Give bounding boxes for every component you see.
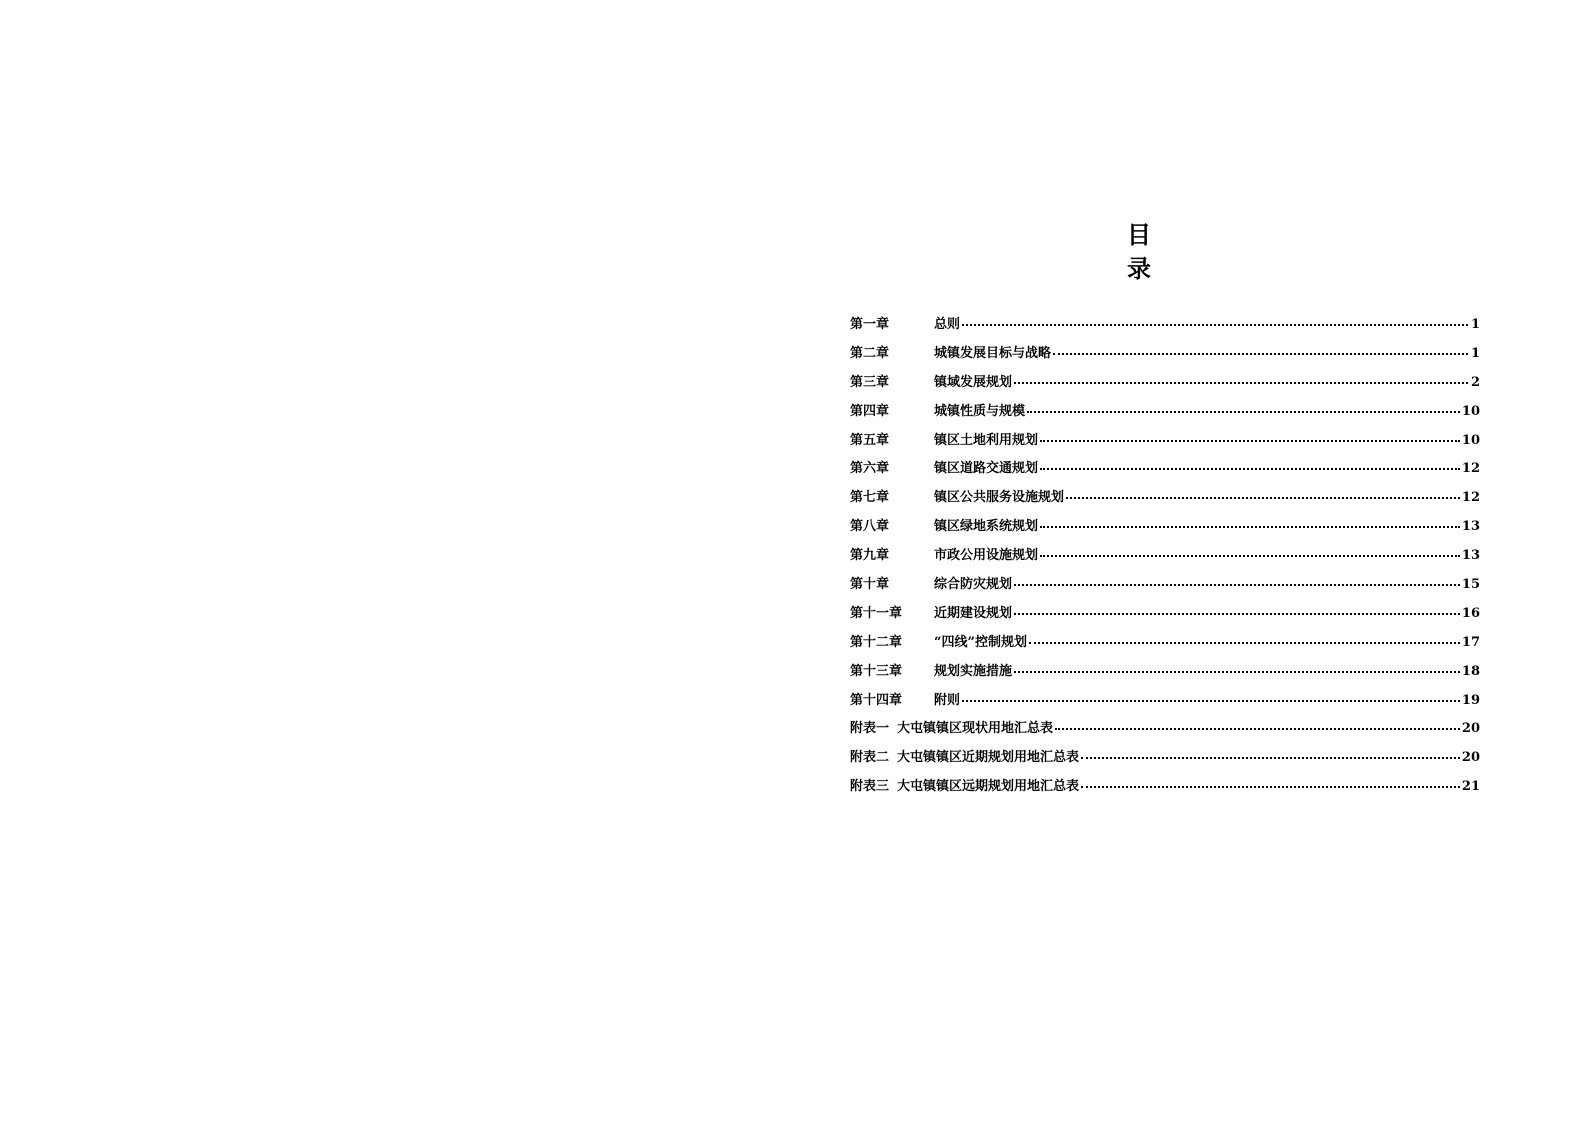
toc-entry-label: 第八章 xyxy=(850,519,890,535)
toc-entry-title: “四线”控制规划 xyxy=(934,634,1027,650)
toc-leader-dots xyxy=(1081,747,1460,759)
toc-entry-label: 第十二章 xyxy=(850,634,903,650)
toc-entry-page: 15 xyxy=(1461,577,1480,593)
toc-entry-label: 第五章 xyxy=(850,432,890,448)
toc-entry-label: 第十四章 xyxy=(850,692,903,708)
toc-entry[interactable] xyxy=(850,457,1480,486)
toc-entry-page: 1 xyxy=(1470,317,1480,332)
toc-entry-label: 第三章 xyxy=(850,374,890,390)
toc-entry-title: 城镇性质与规模 xyxy=(934,403,1026,419)
toc-entry-title: 规划实施措施 xyxy=(934,663,1013,679)
toc-entry-label: 第一章 xyxy=(850,317,890,332)
toc-leader-dots xyxy=(962,690,1460,702)
toc-entry-label: 附表三 xyxy=(850,779,890,795)
page-title: 目 录 xyxy=(1127,221,1219,283)
toc-entry-label: 第十三章 xyxy=(850,663,903,679)
toc-entry-page: 16 xyxy=(1461,605,1480,621)
toc-entry-page: 20 xyxy=(1461,721,1480,737)
toc-entry[interactable] xyxy=(850,660,1480,689)
toc-entry[interactable] xyxy=(850,631,1480,660)
toc-entry-annex[interactable] xyxy=(850,717,1480,746)
toc-entry-page: 18 xyxy=(1461,663,1480,679)
toc-leader-dots xyxy=(1053,343,1468,355)
toc-entry[interactable] xyxy=(850,400,1480,429)
toc-entry-title: 市政公用设施规划 xyxy=(934,548,1039,564)
toc-entry-title: 综合防灾规划 xyxy=(934,577,1013,593)
toc-entry-page: 12 xyxy=(1461,490,1480,506)
toc-entry-title: 大屯镇镇区远期规划用地汇总表 xyxy=(897,779,1080,795)
toc-entry-label: 第十章 xyxy=(850,577,890,593)
toc-entry-title: 近期建设规划 xyxy=(934,605,1013,621)
toc-entry[interactable] xyxy=(850,573,1480,602)
toc-entry[interactable] xyxy=(850,544,1480,573)
toc-entry[interactable] xyxy=(850,313,1480,342)
toc-leader-dots xyxy=(1040,516,1460,528)
toc-leader-dots xyxy=(1081,776,1460,788)
toc-entry-page: 19 xyxy=(1461,692,1480,708)
toc-entry[interactable] xyxy=(850,602,1480,631)
toc-entry-label: 附表二 xyxy=(850,750,890,766)
toc-entry-title: 镇区公共服务设施规划 xyxy=(934,490,1065,506)
toc-entry-label: 第二章 xyxy=(850,345,890,361)
toc-entry-page: 12 xyxy=(1461,461,1480,477)
toc-entry-page: 2 xyxy=(1470,374,1480,390)
toc-entry-title: 镇区土地利用规划 xyxy=(934,432,1039,448)
toc-leader-dots xyxy=(1029,632,1460,644)
toc-entry-title: 城镇发展目标与战略 xyxy=(934,345,1052,361)
toc-entry-title: 镇区绿地系统规划 xyxy=(934,519,1039,535)
toc-entry-page: 10 xyxy=(1461,432,1480,448)
toc-entry[interactable] xyxy=(850,371,1480,400)
toc-leader-dots xyxy=(1014,372,1468,384)
toc-entry-title: 大屯镇镇区近期规划用地汇总表 xyxy=(897,750,1080,766)
toc-leader-dots xyxy=(1040,458,1460,470)
toc-entry-page: 21 xyxy=(1461,779,1480,795)
toc-leader-dots xyxy=(1040,545,1460,557)
toc-entry-page: 10 xyxy=(1461,403,1480,419)
toc-entry[interactable] xyxy=(850,486,1480,515)
toc-entry-label: 第七章 xyxy=(850,490,890,506)
toc-entry-label: 附表一 xyxy=(850,721,890,737)
toc-leader-dots xyxy=(1014,661,1460,673)
toc-entry-page: 17 xyxy=(1461,634,1480,650)
toc-leader-dots xyxy=(1040,430,1460,442)
toc-entry-title: 镇域发展规划 xyxy=(934,374,1013,390)
toc-leader-dots xyxy=(1014,574,1460,586)
toc-entry-title: 总则 xyxy=(934,317,961,332)
toc-entry-label: 第四章 xyxy=(850,403,890,419)
toc-entry-label: 第九章 xyxy=(850,548,890,564)
toc-entry-page: 1 xyxy=(1470,345,1480,361)
toc-entry-title: 大屯镇镇区现状用地汇总表 xyxy=(897,721,1054,737)
toc-entry[interactable] xyxy=(850,429,1480,458)
toc-leader-dots xyxy=(1055,718,1460,730)
toc-leader-dots xyxy=(1014,603,1460,615)
toc-entry[interactable] xyxy=(850,342,1480,371)
toc-leader-dots xyxy=(962,314,1468,326)
toc-entry-page: 13 xyxy=(1461,519,1480,535)
toc-entry-label: 第六章 xyxy=(850,461,890,477)
toc-entry-annex[interactable] xyxy=(850,746,1480,775)
toc-entry-annex[interactable] xyxy=(850,775,1480,804)
toc-leader-dots xyxy=(1027,401,1460,413)
toc-entry-title: 附则 xyxy=(934,692,961,708)
toc-entry-label: 第十一章 xyxy=(850,605,903,621)
toc-entry[interactable] xyxy=(850,689,1480,718)
table-of-contents xyxy=(850,313,1480,804)
toc-leader-dots xyxy=(1066,487,1460,499)
toc-entry[interactable] xyxy=(850,515,1480,544)
toc-entry-title: 镇区道路交通规划 xyxy=(934,461,1039,477)
toc-entry-page: 20 xyxy=(1461,750,1480,766)
toc-entry-page: 13 xyxy=(1461,548,1480,564)
